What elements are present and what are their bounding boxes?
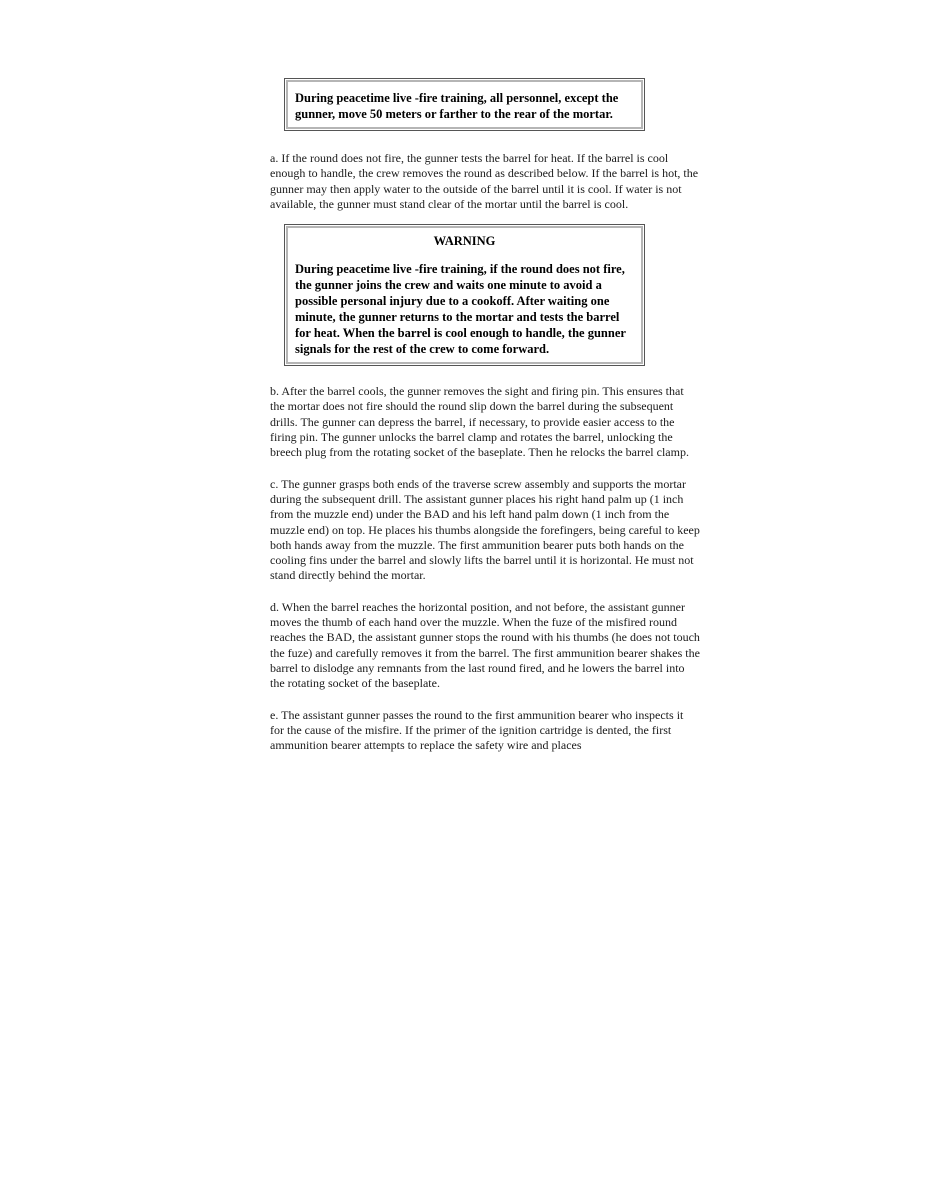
paragraph-e: e. The assistant gunner passes the round to the first ammunition bearer who inspects it for the cause of the misfire. If the primer of the ignition cartridge is dented, the first ammunition bearer attempts to replace the safety wire and places <box>270 707 684 753</box>
warning-text: During peacetime live -fire training, if the round does not fire, the gunner joins the crew and waits one minute to avoid a possible personal injury due to a cookoff. After waiting one minute, the gunner returns to the mortar and tests the barrel for heat. When the barrel is cool enough to handle, the gunner signals for the rest of the crew to come forward. <box>295 262 626 357</box>
notice-box <box>284 78 645 131</box>
warning-heading: WARNING <box>433 234 496 249</box>
document-page <box>270 78 700 753</box>
notice-text: During peacetime live -fire training, all personnel, except the gunner, move 50 meters or farther to the rear of the mortar. <box>295 91 619 121</box>
paragraph-a: a. If the round does not fire, the gunner tests the barrel for heat. If the barrel is cool enough to handle, the crew removes the round as described below. If the barrel is hot, the gunner may then apply water to the outside of the barrel until it is cool. If water is not available, the gunner must stand clear of the mortar until the barrel is cool. <box>270 151 699 211</box>
paragraph-c: c. The gunner grasps both ends of the traverse screw assembly and supports the mortar during the subsequent drill. The assistant gunner places his right hand palm up (1 inch from the muzzle end) under the BAD and his left hand palm down (1 inch from the muzzle end) on top. He places his thumbs alongside the forefingers, being careful to keep both hands away from the muzzle. The first ammunition bearer puts both hands on the cooling fins under the barrel and slowly lifts the barrel until it is horizontal. He must not stand directly behind the mortar. <box>270 476 700 583</box>
paragraph-b: b. After the barrel cools, the gunner removes the sight and firing pin. This ensures that the mortar does not fire should the round slip down the barrel during the subsequent drills. The gunner can depress the barrel, if necessary, to provide easier access to the firing pin. The gunner unlocks the barrel clamp and rotates the barrel, unlocking the breech plug from the rotating socket of the baseplate. Then he relocks the barrel clamp. <box>270 384 689 460</box>
paragraph-d: d. When the barrel reaches the horizontal position, and not before, the assistant gunner moves the thumb of each hand over the muzzle. When the fuze of the misfired round reaches the BAD, the assistant gunner stops the round with his thumbs (he does not touch the fuze) and carefully removes it from the barrel. The first ammunition bearer shakes the barrel to dislodge any remnants from the last round fired, and he lowers the barrel into the rotating socket of the baseplate. <box>270 599 700 691</box>
warning-box <box>284 224 645 366</box>
